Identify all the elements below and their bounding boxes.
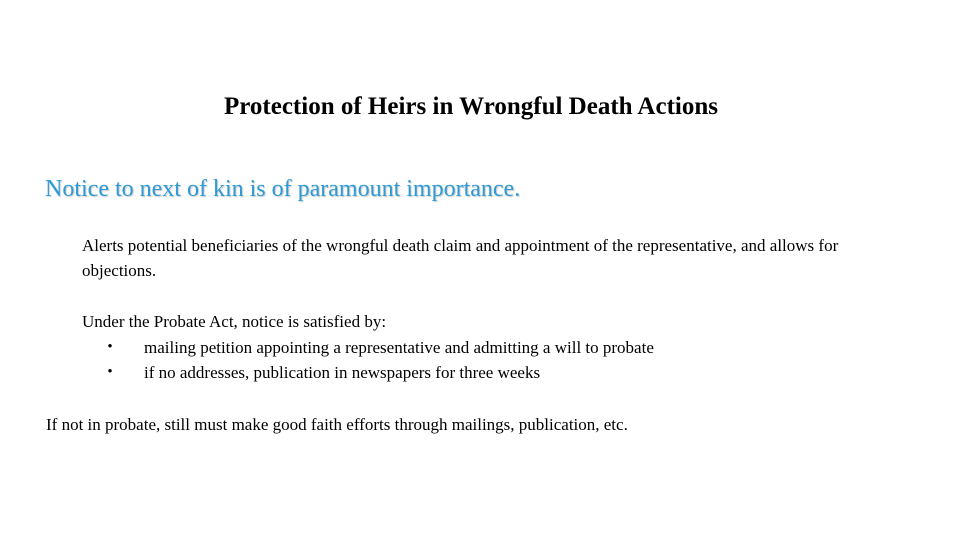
- list-item: [105, 360, 654, 385]
- bullet-icon: •: [107, 339, 113, 355]
- slide-title: Protection of Heirs in Wrongful Death Actions: [224, 93, 718, 120]
- list-item-text: mailing petition appointing a representative and admitting a will to probate: [144, 338, 654, 357]
- paragraph-alerts: Alerts potential beneficiaries of the wrongful death claim and appointment of the representative, and allows for objections.: [82, 236, 839, 280]
- list-item: [105, 335, 654, 360]
- bullet-icon: •: [107, 364, 113, 380]
- bullet-list: [105, 335, 654, 385]
- paragraph-probate-intro: Under the Probate Act, notice is satisfied by:: [82, 312, 387, 331]
- slide-subtitle: Notice to next of kin is of paramount importance.: [45, 176, 521, 202]
- list-item-text: if no addresses, publication in newspapers for three weeks: [144, 363, 541, 382]
- paragraph-not-in-probate: If not in probate, still must make good faith efforts through mailings, publication, etc.: [46, 415, 628, 434]
